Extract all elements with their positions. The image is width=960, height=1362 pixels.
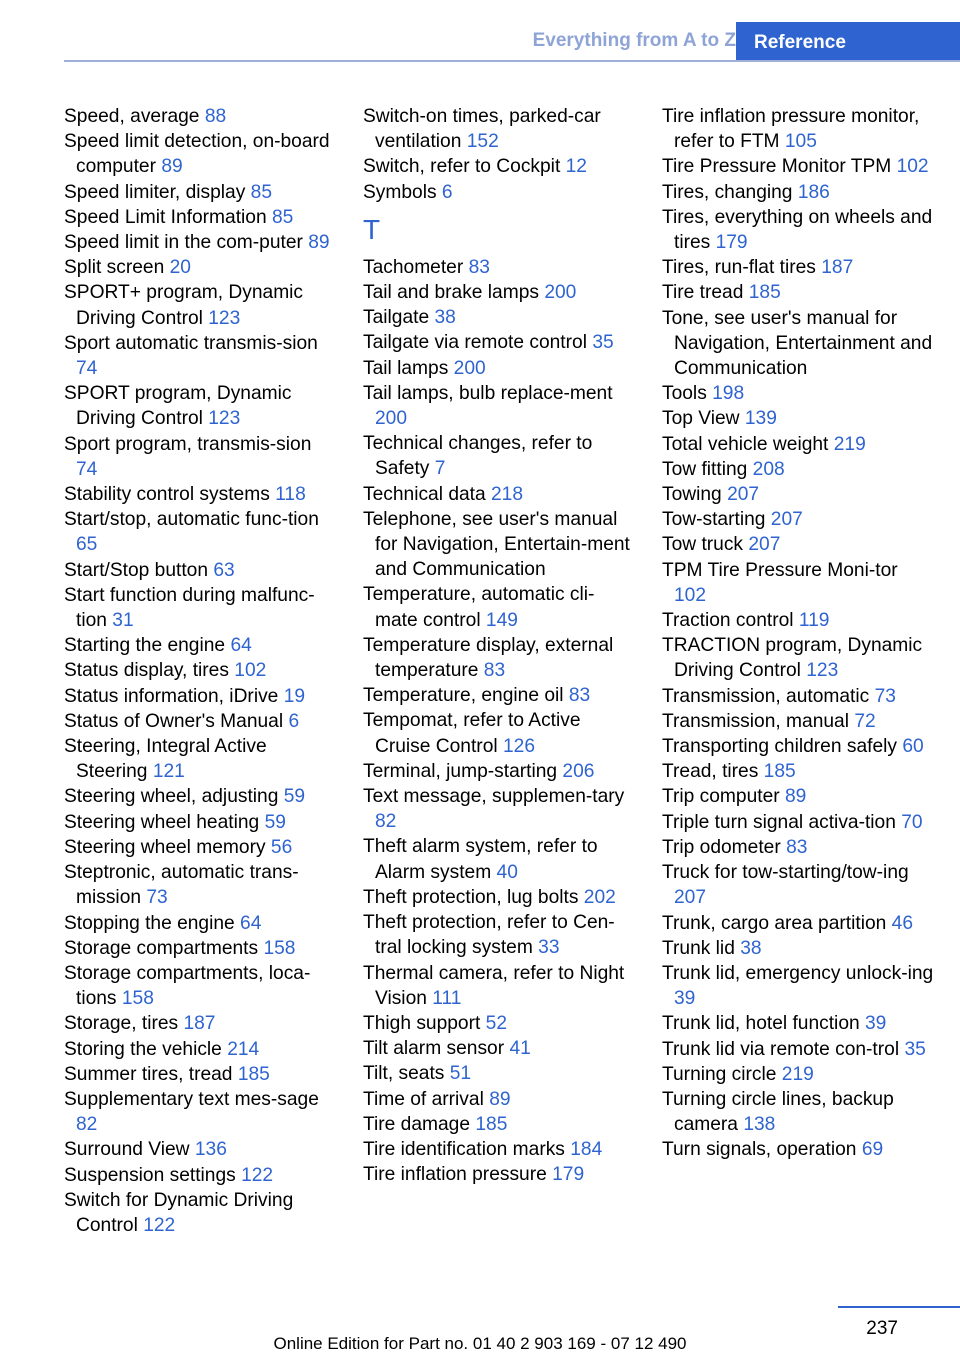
entry-term: Storage compartments	[64, 937, 259, 959]
index-entry	[64, 835, 336, 860]
entry-term: Trip computer	[662, 786, 780, 808]
entry-term: Thermal camera, refer to Night Vision	[363, 962, 625, 1009]
entry-term: Tire inflation pressure monitor, refer to FTM	[662, 106, 920, 153]
page-reference-link[interactable]: 63	[213, 559, 235, 581]
index-entry	[363, 154, 635, 179]
page-reference-link[interactable]: 7	[434, 458, 446, 480]
index-entry	[662, 280, 934, 305]
entry-term: Tail lamps	[363, 357, 449, 379]
index-column-1	[64, 104, 336, 1238]
index-entry	[64, 482, 336, 507]
page-reference-link[interactable]: 69	[861, 1139, 884, 1161]
entry-term: Transmission, automatic	[662, 685, 870, 707]
page-reference-link[interactable]: 65	[76, 534, 98, 556]
entry-term: Traction control	[662, 610, 794, 632]
index-entry	[64, 583, 336, 633]
index-entry	[363, 582, 635, 632]
page-reference-link[interactable]: 12	[565, 156, 587, 178]
page-reference-link[interactable]: 219	[833, 433, 866, 455]
index-entry	[64, 784, 336, 809]
page-reference-link[interactable]: 39	[865, 1013, 887, 1035]
page-reference-link[interactable]: 185	[763, 761, 796, 783]
page-reference-link[interactable]: 39	[674, 988, 696, 1010]
entry-term: Temperature, automatic cli-mate control	[363, 584, 595, 631]
entry-term: Speed limit in the com-puter	[64, 232, 303, 254]
index-entry	[662, 709, 934, 734]
index-entry	[363, 1137, 635, 1162]
entry-term: Speed limit detection, on-board computer	[64, 131, 330, 178]
page-reference-link[interactable]: 149	[485, 609, 518, 631]
index-entry	[662, 608, 934, 633]
entry-term: Start function during malfunc-tion	[64, 584, 315, 632]
entry-term: Trip odometer	[662, 836, 781, 858]
entry-term: Steering wheel memory	[64, 836, 266, 858]
index-entry	[64, 129, 336, 179]
index-entry	[662, 1037, 934, 1062]
page-reference-link[interactable]: 119	[798, 610, 830, 632]
page-reference-link[interactable]: 200	[544, 282, 577, 304]
entry-term: Tailgate via remote control	[363, 332, 587, 354]
page-reference-link[interactable]: 136	[194, 1139, 227, 1161]
section-letter: T	[363, 213, 381, 245]
index-entry	[64, 1037, 336, 1062]
page-number: 237	[866, 1318, 898, 1339]
entry-term: Trunk lid, hotel function	[662, 1013, 860, 1035]
entry-term: Steering wheel heating	[64, 811, 260, 833]
index-column-2	[363, 104, 635, 1187]
header-divider	[64, 60, 960, 62]
entry-term: Theft protection, lug bolts	[363, 886, 579, 908]
entry-term: Switch, refer to Cockpit	[363, 156, 561, 178]
entry-term: Tire inflation pressure	[363, 1164, 547, 1186]
index-entry	[662, 532, 934, 557]
entry-term: Text message, supplemen-tary	[363, 786, 625, 808]
entry-term: Sport automatic transmis-sion	[64, 332, 318, 354]
page-reference-link[interactable]: 123	[806, 660, 839, 682]
index-entry	[662, 306, 934, 382]
entry-term: Tire tread	[662, 282, 744, 304]
index-entry	[64, 658, 336, 683]
page-reference-link[interactable]: 206	[562, 760, 595, 782]
index-entry	[64, 1163, 336, 1188]
index-entry	[662, 1087, 934, 1137]
index-entry	[363, 1162, 635, 1187]
page-reference-link[interactable]: 200	[453, 357, 486, 379]
entry-term: Symbols	[363, 181, 437, 203]
index-entry	[662, 154, 934, 179]
page-reference-link[interactable]: 46	[891, 912, 914, 934]
index-entry	[64, 810, 336, 835]
entry-term: Technical data	[363, 483, 486, 505]
page-reference-link[interactable]: 102	[896, 156, 929, 178]
page-reference-link[interactable]: 59	[283, 786, 306, 808]
index-entry	[363, 633, 635, 683]
index-entry	[662, 860, 934, 910]
index-entry	[363, 482, 635, 507]
index-entry	[64, 1087, 336, 1137]
entry-term: Transmission, manual	[662, 710, 849, 732]
page-reference-link[interactable]: 40	[496, 861, 518, 883]
page-reference-link[interactable]: 187	[821, 257, 854, 279]
entry-term: Turning circle	[662, 1063, 777, 1085]
entry-term: Split screen	[64, 257, 165, 279]
page-reference-link[interactable]: 198	[712, 383, 745, 405]
index-entry	[363, 104, 635, 154]
entry-term: Stopping the engine	[64, 912, 235, 934]
entry-term: Transporting children safely	[662, 736, 897, 758]
entry-term: Top View	[662, 408, 740, 430]
entry-term: Start/Stop button	[64, 559, 208, 581]
entry-term: Towing	[662, 484, 722, 506]
entry-term: Status information, iDrive	[64, 685, 279, 707]
index-entry	[363, 910, 635, 960]
page-reference-link[interactable]: 207	[770, 509, 803, 531]
page-reference-link[interactable]: 83	[468, 256, 490, 278]
entry-term: Surround View	[64, 1139, 190, 1161]
entry-term: Tilt, seats	[363, 1063, 445, 1085]
page-reference-link[interactable]: 121	[152, 761, 185, 783]
page-reference-link[interactable]: 33	[538, 937, 560, 959]
entry-term: Tow-starting	[662, 509, 766, 531]
index-entry	[662, 1062, 934, 1087]
index-entry	[64, 255, 336, 280]
page-reference-link[interactable]: 83	[483, 660, 506, 682]
page-reference-link[interactable]: 19	[283, 685, 306, 707]
entry-term: Suspension settings	[64, 1164, 236, 1186]
page-reference-link[interactable]: 59	[264, 811, 286, 833]
page-reference-link[interactable]: 139	[744, 408, 777, 430]
page-reference-link[interactable]: 38	[434, 307, 456, 329]
entry-term: Sport program, transmis-sion	[64, 433, 312, 455]
page-reference-link[interactable]: 89	[785, 786, 807, 808]
page-reference-link[interactable]: 179	[552, 1164, 585, 1186]
index-entry	[64, 104, 336, 129]
page-reference-link[interactable]: 200	[375, 408, 408, 430]
index-entry	[662, 432, 934, 457]
edition-note: Online Edition for Part no. 01 40 2 903 169 - 07 12 490	[273, 1334, 687, 1353]
index-entry	[64, 280, 336, 330]
index-entry	[64, 911, 336, 936]
index-entry	[662, 104, 934, 154]
entry-term: Steering wheel, adjusting	[64, 786, 279, 808]
entry-term: TRACTION program, Dynamic Driving Control	[662, 635, 923, 682]
index-entry	[662, 784, 934, 809]
entry-term: Status of Owner's Manual	[64, 710, 284, 732]
entry-term: Steering, Integral Active Steering	[64, 736, 267, 783]
index-entry	[363, 330, 635, 355]
entry-term: Speed Limit Information	[64, 206, 267, 228]
entry-term: Status display, tires	[64, 660, 229, 682]
page-reference-link[interactable]: 122	[241, 1164, 274, 1186]
page-reference-link[interactable]: 185	[237, 1063, 270, 1085]
entry-term: Technical changes, refer to Safety	[363, 433, 593, 480]
entry-term: Summer tires, tread	[64, 1063, 233, 1085]
entry-term: Thigh support	[363, 1012, 481, 1034]
page-reference-link[interactable]: 111	[432, 987, 462, 1009]
page-reference-link[interactable]: 184	[570, 1138, 603, 1160]
entry-term: Terminal, jump-starting	[363, 760, 558, 782]
index-entry	[64, 1188, 336, 1238]
entry-term: Tire damage	[363, 1113, 471, 1135]
entry-term: Tow truck	[662, 534, 744, 556]
page-reference-link[interactable]: 51	[449, 1063, 472, 1085]
page-reference-link[interactable]: 52	[485, 1012, 508, 1034]
entry-term: Tachometer	[363, 256, 464, 278]
index-entry	[64, 205, 336, 230]
entry-term: SPORT+ program, Dynamic Driving Control	[64, 282, 304, 329]
index-entry	[64, 331, 336, 381]
page-reference-link[interactable]: 207	[674, 887, 707, 909]
page-reference-link[interactable]: 218	[491, 483, 524, 505]
index-entry	[363, 381, 635, 431]
index-entry	[363, 1087, 635, 1112]
page-reference-link[interactable]: 89	[161, 156, 183, 178]
index-entry	[363, 683, 635, 708]
index-entry	[64, 381, 336, 431]
page-reference-link[interactable]: 158	[263, 937, 296, 959]
page-reference-link[interactable]: 214	[227, 1038, 260, 1060]
entry-term: Turning circle lines, backup camera	[662, 1088, 894, 1136]
page-reference-link[interactable]: 72	[854, 710, 876, 732]
page-reference-link[interactable]: 70	[901, 811, 923, 833]
page-reference-link[interactable]: 85	[250, 181, 272, 203]
page-reference-link[interactable]: 138	[743, 1114, 776, 1136]
page-reference-link[interactable]: 152	[466, 131, 499, 153]
entry-term: Temperature, engine oil	[363, 685, 564, 707]
entry-term: Tires, changing	[662, 181, 793, 203]
index-entry	[662, 255, 934, 280]
page-reference-link[interactable]: 105	[784, 131, 817, 153]
page-reference-link[interactable]: 126	[502, 735, 535, 757]
entry-term: Steptronic, automatic trans-mission	[64, 862, 299, 909]
page-reference-link[interactable]: 179	[715, 232, 748, 254]
entry-term: Tire identification marks	[363, 1138, 565, 1160]
footer-divider	[838, 1306, 960, 1308]
entry-term: Tow fitting	[662, 458, 748, 480]
page-reference-link[interactable]: 74	[76, 358, 98, 380]
index-entry	[662, 558, 934, 608]
entry-term: Speed, average	[64, 106, 200, 127]
page-reference-link[interactable]: 74	[76, 458, 98, 480]
index-entry	[662, 1137, 934, 1162]
entry-term: Trunk lid via remote con-trol	[662, 1038, 900, 1060]
index-entry	[64, 684, 336, 709]
index-entry	[662, 406, 934, 431]
entry-term: Tilt alarm sensor	[363, 1038, 505, 1060]
index-entry	[64, 1062, 336, 1087]
page-reference-link[interactable]: 88	[204, 106, 227, 127]
index-entry	[363, 305, 635, 330]
entry-term: Tail and brake lamps	[363, 282, 539, 304]
entry-term: Stability control systems	[64, 484, 270, 506]
page-reference-link[interactable]: 82	[375, 811, 397, 833]
index-entry	[662, 633, 934, 683]
index-entry	[662, 1011, 934, 1036]
index-entry	[662, 911, 934, 936]
page-reference-link[interactable]: 158	[121, 988, 154, 1010]
index-entry	[363, 431, 635, 481]
entry-term: Triple turn signal activa-tion	[662, 811, 896, 833]
index-entry	[662, 507, 934, 532]
page-reference-link[interactable]: 38	[740, 937, 762, 959]
page-reference-link[interactable]: 64	[240, 912, 262, 934]
entry-term: Supplementary text mes-sage	[64, 1088, 319, 1110]
index-entry	[662, 835, 934, 860]
entry-term: Storage compartments, loca-tions	[64, 962, 311, 1010]
index-entry	[363, 1011, 635, 1036]
index-entry	[64, 558, 336, 583]
page-reference-link[interactable]: 102	[674, 584, 707, 606]
index-entry	[363, 280, 635, 305]
entry-term: Tire Pressure Monitor TPM	[662, 156, 892, 178]
page-reference-link[interactable]: 186	[797, 181, 830, 203]
page-reference-link[interactable]: 6	[441, 181, 453, 203]
page-reference-link[interactable]: 73	[874, 685, 896, 707]
page-reference-link[interactable]: 122	[143, 1214, 176, 1236]
entry-term: Truck for tow-starting/tow-ing	[662, 862, 909, 884]
page-reference-link[interactable]: 118	[275, 484, 306, 506]
index-entry	[662, 482, 934, 507]
entry-term: Telephone, see user's manual for Navigation, Entertain-ment and Communication	[363, 508, 630, 581]
index-entry	[64, 709, 336, 734]
page-reference-link[interactable]: 123	[208, 307, 241, 329]
index-entry	[64, 1011, 336, 1036]
index-entry	[662, 734, 934, 759]
entry-term: Storage, tires	[64, 1013, 179, 1035]
entry-term: Theft protection, refer to Cen-tral locking system	[363, 912, 615, 959]
page-reference-link[interactable]: 208	[752, 458, 785, 480]
index-entry	[64, 432, 336, 482]
page-header	[0, 0, 960, 62]
index-entry	[662, 936, 934, 961]
page-reference-link[interactable]: 123	[208, 408, 241, 430]
page-reference-link[interactable]: 41	[509, 1038, 531, 1060]
index-entry	[64, 230, 336, 255]
index-entry	[662, 810, 934, 835]
page-reference-link[interactable]: 207	[748, 534, 781, 556]
index-entry	[363, 708, 635, 758]
page-reference-link[interactable]: 83	[568, 685, 591, 707]
entry-term: TPM Tire Pressure Moni-tor	[662, 559, 898, 581]
entry-term: Start/stop, automatic func-tion	[64, 509, 319, 531]
page-reference-link[interactable]: 31	[112, 610, 134, 632]
entry-term: Starting the engine	[64, 635, 226, 657]
page-reference-link[interactable]: 35	[904, 1038, 926, 1060]
page-reference-link[interactable]: 219	[781, 1063, 814, 1085]
index-entry	[64, 1137, 336, 1162]
entry-term: Speed limiter, display	[64, 181, 246, 203]
index-entry	[662, 961, 934, 1011]
entry-term: Temperature display, external temperature	[363, 634, 614, 682]
entry-term: Tires, everything on wheels and tires	[662, 206, 933, 254]
page-reference-link[interactable]: 85	[271, 206, 294, 228]
index-entry	[363, 1061, 635, 1086]
index-entry	[363, 961, 635, 1011]
page-reference-link[interactable]: 89	[308, 232, 330, 254]
index-entry	[363, 784, 635, 834]
page-reference-link[interactable]: 73	[146, 887, 168, 909]
index-entry	[64, 507, 336, 557]
index-entry	[662, 205, 934, 255]
entry-term: Tools	[662, 383, 707, 405]
index-entry	[64, 633, 336, 658]
page-reference-link[interactable]: 185	[475, 1113, 508, 1135]
index-entry	[363, 255, 635, 280]
entry-term: Storing the vehicle	[64, 1038, 222, 1060]
index-entry	[363, 885, 635, 910]
entry-term: Tread, tires	[662, 761, 759, 783]
entry-term: SPORT program, Dynamic Driving Control	[64, 383, 292, 430]
page-reference-link[interactable]: 56	[270, 836, 293, 858]
entry-term: Trunk, cargo area partition	[662, 912, 887, 934]
index-entry	[662, 457, 934, 482]
index-entry	[64, 961, 336, 1011]
page-reference-link[interactable]: 60	[902, 736, 924, 758]
page-reference-link[interactable]: 6	[288, 710, 300, 732]
page-reference-link[interactable]: 187	[183, 1013, 216, 1035]
page-reference-link[interactable]: 202	[583, 886, 616, 908]
page-reference-link[interactable]: 185	[748, 282, 781, 304]
index-entry	[64, 180, 336, 205]
entry-term: Tail lamps, bulb replace-ment	[363, 382, 613, 404]
index-entry	[64, 860, 336, 910]
index-entry	[363, 356, 635, 381]
index-entry	[363, 1112, 635, 1137]
index-entry	[363, 1036, 635, 1061]
page-reference-link[interactable]: 102	[234, 660, 267, 682]
reference-tab: Reference	[736, 22, 960, 62]
entry-term: Turn signals, operation	[662, 1139, 857, 1161]
index-entry	[363, 759, 635, 784]
index-entry	[662, 759, 934, 784]
entry-term: Tone, see user's manual for Navigation, Entertainment and Communication	[662, 307, 933, 380]
page-reference-link[interactable]: 207	[727, 484, 760, 506]
entry-term: Tempomat, refer to Active Cruise Control	[363, 710, 581, 757]
entry-term: Theft alarm system, refer to Alarm system	[363, 836, 598, 883]
entry-term: Trunk lid, emergency unlock-ing	[662, 962, 934, 984]
index-entry	[662, 684, 934, 709]
entry-term: Time of arrival	[363, 1088, 484, 1110]
page-reference-link[interactable]: 83	[786, 836, 808, 858]
index-entry	[64, 936, 336, 961]
index-column-3	[662, 104, 934, 1163]
page-reference-link[interactable]: 89	[489, 1088, 511, 1110]
index-entry	[363, 834, 635, 884]
entry-term: Trunk lid	[662, 937, 735, 959]
entry-term: Switch-on times, parked-car ventilation	[363, 106, 601, 153]
entry-term: Tailgate	[363, 307, 430, 329]
index-entry	[64, 734, 336, 784]
index-entry	[363, 180, 635, 205]
entry-term: Tires, run-flat tires	[662, 257, 816, 279]
page-reference-link[interactable]: 20	[169, 257, 191, 279]
index-entry	[662, 381, 934, 406]
index-entry	[363, 507, 635, 583]
index-entry	[662, 180, 934, 205]
page-reference-link[interactable]: 82	[76, 1114, 98, 1136]
page-reference-link[interactable]: 35	[592, 332, 614, 354]
page-reference-link[interactable]: 64	[230, 635, 252, 657]
entry-term: Total vehicle weight	[662, 433, 829, 455]
section-title: Everything from A to Z	[532, 30, 736, 51]
entry-term: Switch for Dynamic Driving Control	[64, 1189, 294, 1236]
